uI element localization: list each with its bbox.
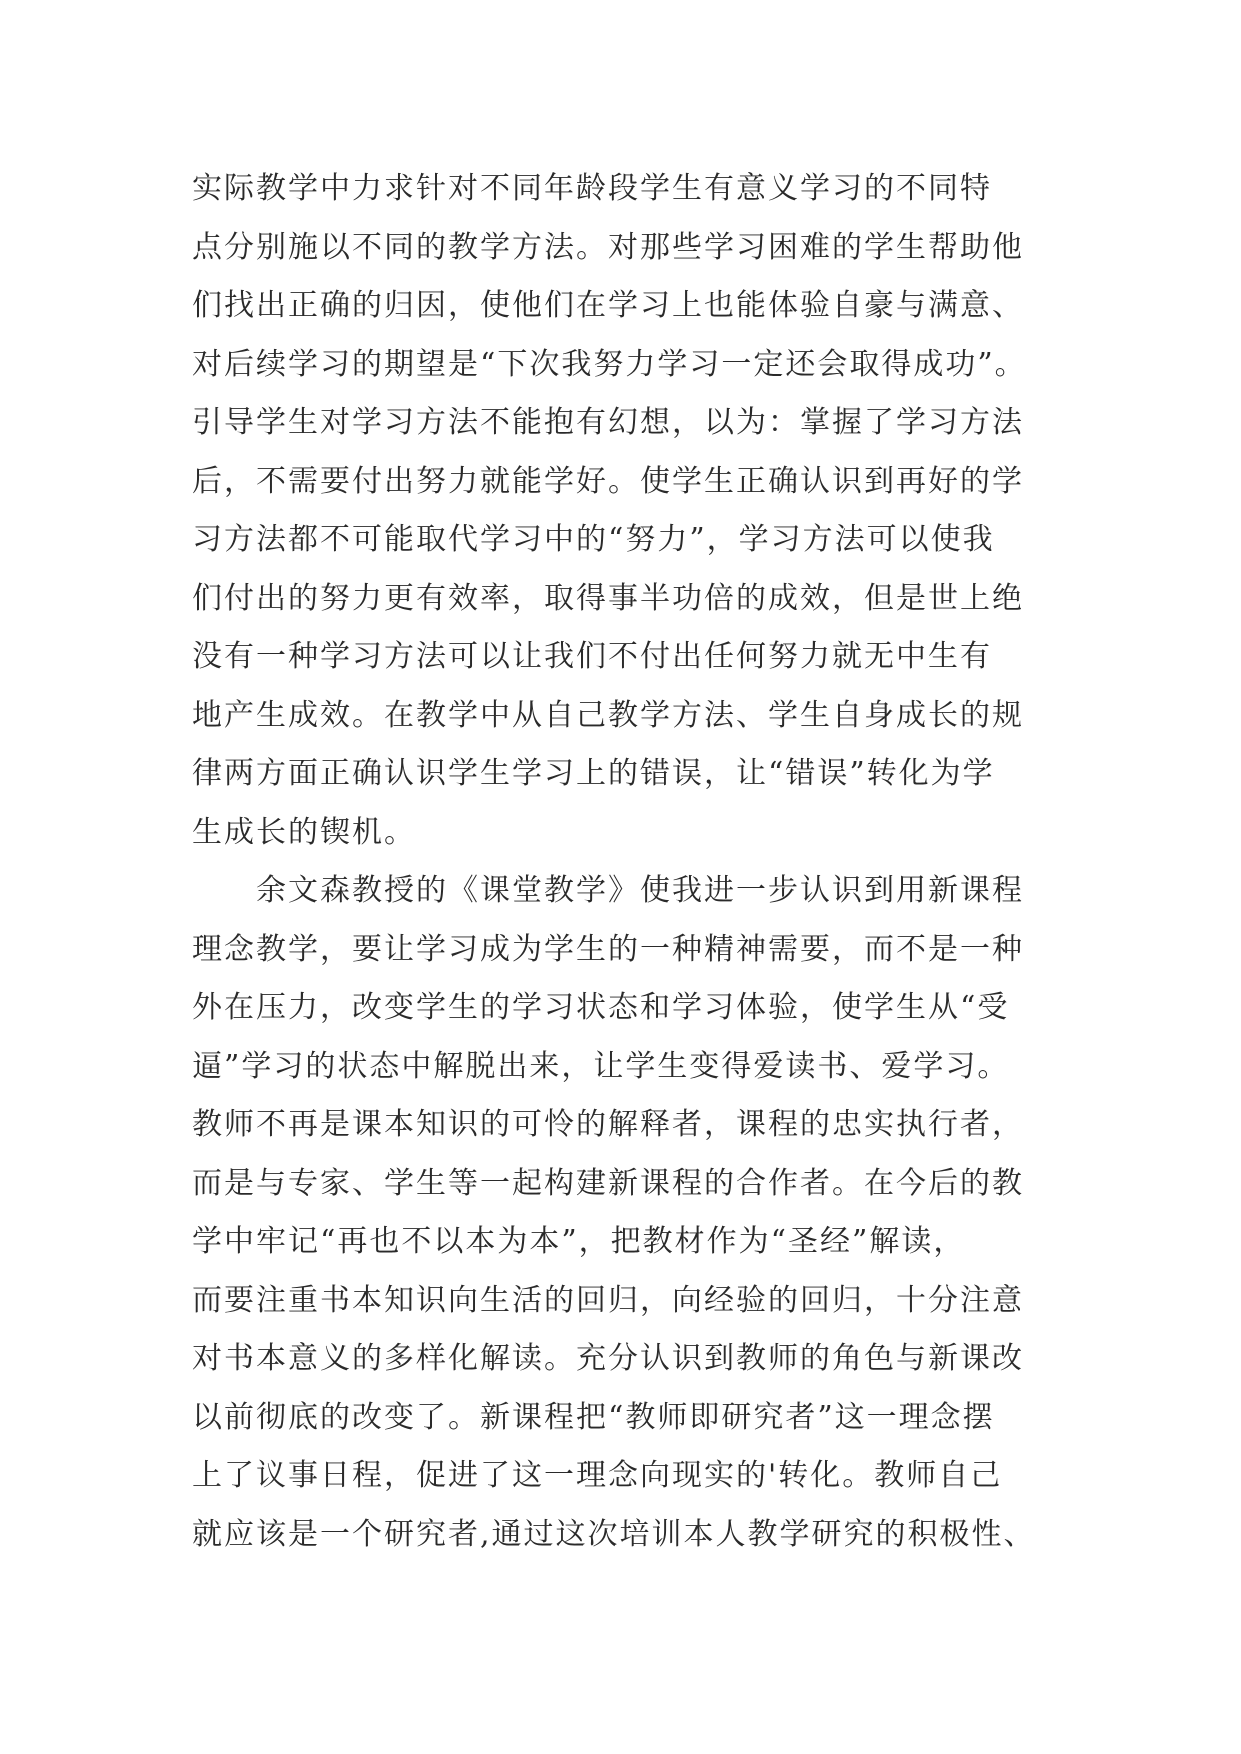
text-line: 对书本意义的多样化解读。充分认识到教师的角色与新课改 [192,1341,1024,1376]
text-line: 点分别施以不同的教学方法。对那些学习困难的学生帮助他 [192,229,1024,265]
text-line: 实际教学中力求针对不同年龄段学生有意义学习的不同特 [192,171,992,206]
text-line: 而是与专家、学生等一起构建新课程的合作者。在今后的教 [192,1165,1024,1201]
paragraph-1 [192,160,1072,862]
text-line: 外在压力，改变学生的学习状态和学习体验，使学生从“受 [192,990,1010,1025]
text-line: 以前彻底的改变了。新课程把“教师即研究者”这一理念摆 [192,1399,995,1435]
text-line: 余文森教授的《课堂教学》使我进一步认识到用新课程 [192,873,1024,908]
text-line: 理念教学，要让学习成为学生的一种精神需要，而不是一种 [192,931,1024,967]
paragraph-2 [192,862,1072,1564]
text-line: 逼”学习的状态中解脱出来，让学生变得爱读书、爱学习。 [192,1048,1010,1084]
text-line: 对后续学习的期望是“下次我努力学习一定还会取得成功”。 [192,346,1027,382]
body-text [192,160,1072,1564]
text-line: 们找出正确的归因，使他们在学习上也能体验自豪与满意、 [192,288,1024,323]
text-line: 们付出的努力更有效率，取得事半功倍的成效，但是世上绝 [192,580,1024,616]
text-line: 地产生成效。在教学中从自己教学方法、学生自身成长的规 [192,697,1024,733]
text-line: 上了议事日程，促进了这一理念向现实的'转化。教师自己 [192,1458,1003,1493]
text-line: 而要注重书本知识向生活的回归，向经验的回归，十分注意 [192,1282,1024,1318]
text-line: 后，不需要付出努力就能学好。使学生正确认识到再好的学 [192,463,1024,499]
text-line: 没有一种学习方法可以让我们不付出任何努力就无中生有 [192,639,992,674]
text-line: 生成长的锲机。 [192,814,416,850]
text-line: 习方法都不可能取代学习中的“努力”，学习方法可以使我 [192,522,995,557]
text-line: 教师不再是课本知识的可怜的解释者，课程的忠实执行者， [192,1107,1024,1142]
text-line: 律两方面正确认识学生学习上的错误，让“错误”转化为学 [192,756,995,791]
text-line: 学中牢记“再也不以本为本”，把教材作为“圣经”解读， [192,1224,966,1259]
text-line: 就应该是一个研究者,通过这次培训本人教学研究的积极性、 [192,1516,1036,1552]
text-line: 引导学生对学习方法不能抱有幻想，以为：掌握了学习方法 [192,405,1024,440]
